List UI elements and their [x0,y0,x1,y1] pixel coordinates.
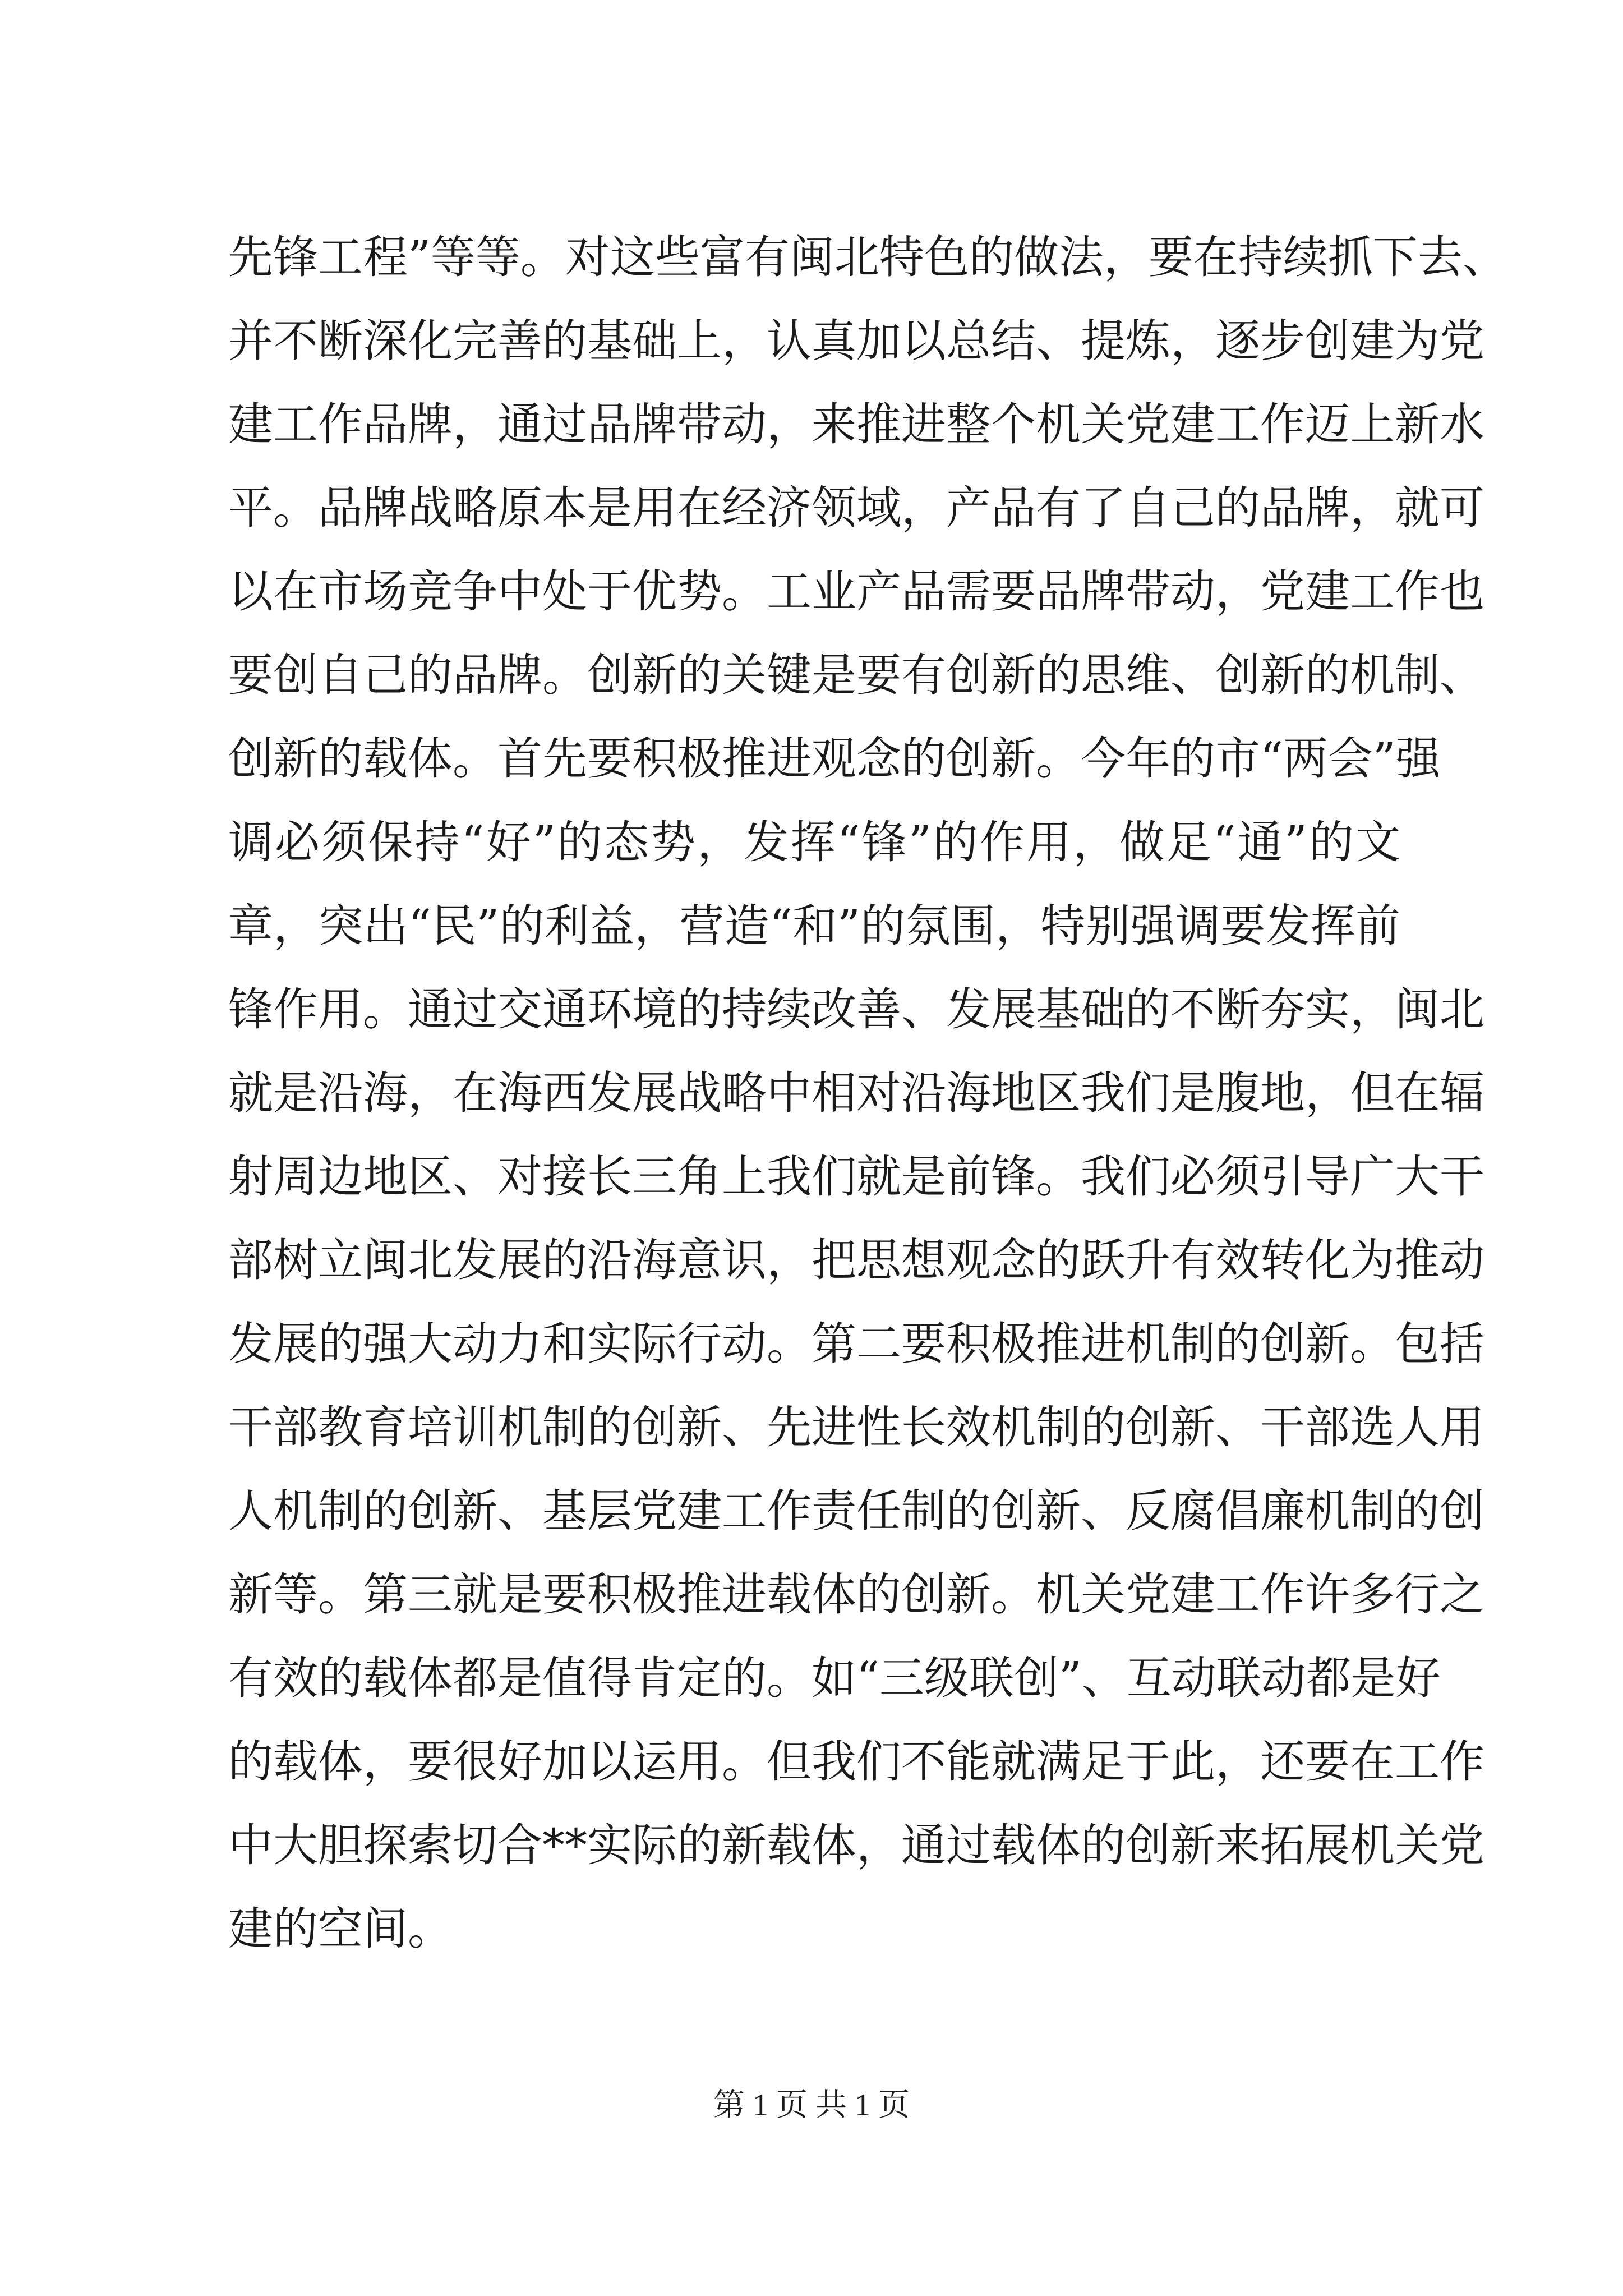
body-line-5: 以在市场竞争中处于优势。工业产品需要品牌带动，党建工作也 [228,565,1484,618]
body-line-12: 射周边地区、对接长三角上我们就是前锋。我们必须引导广大干 [228,1151,1484,1203]
body-line-10: 锋作用。通过交通环境的持续改善、发展基础的不断夯实，闽北 [228,983,1484,1036]
body-line-11: 就是沿海，在海西发展战略中相对沿海地区我们是腹地，但在辐 [228,1067,1484,1119]
body-line-13: 部树立闽北发展的沿海意识，把思想观念的跃升有效转化为推动 [228,1234,1484,1286]
body-line-19: 的载体，要很好加以运用。但我们不能就满足于此，还要在工作 [228,1736,1484,1788]
body-line-3: 建工作品牌，通过品牌带动，来推进整个机关党建工作迈上新水 [228,398,1484,450]
document-body [228,215,1507,1971]
body-line-4: 平。品牌战略原本是用在经济领域，产品有了自己的品牌，就可 [228,482,1484,534]
body-line-15: 干部教育培训机制的创新、先进性长效机制的创新、干部选人用 [228,1401,1484,1453]
body-line-6: 要创自己的品牌。创新的关键是要有创新的思维、创新的机制、 [228,649,1484,701]
body-line-21: 建的空间。 [228,1903,453,1955]
body-line-7: 创新的载体。首先要积极推进观念的创新。今年的市“两会”强 [228,733,1441,785]
page-number-footer: 第 1 页 共 1 页 [713,2088,910,2123]
body-line-16: 人机制的创新、基层党建工作责任制的创新、反腐倡廉机制的创 [228,1485,1484,1537]
body-line-14: 发展的强大动力和实际行动。第二要积极推进机制的创新。包括 [228,1318,1484,1370]
body-line-20: 中大胆探索切合**实际的新载体，通过载体的创新来拓展机关党 [228,1819,1484,1871]
body-line-2: 并不断深化完善的基础上，认真加以总结、提炼，逐步创建为党 [228,315,1484,367]
body-line-1: 先锋工程”等等。对这些富有闽北特色的做法，要在持续抓下去、 [228,231,1507,283]
body-line-18: 有效的载体都是值得肯定的。如“三级联创”、互动联动都是好 [228,1652,1441,1704]
body-line-17: 新等。第三就是要积极推进载体的创新。机关党建工作许多行之 [228,1568,1484,1621]
body-line-8: 调必须保持“好”的态势，发挥“锋”的作用，做足“通”的文 [228,816,1400,868]
body-line-9: 章，突出“民”的利益，营造“和”的氛围，特别强调要发挥前 [228,900,1400,952]
